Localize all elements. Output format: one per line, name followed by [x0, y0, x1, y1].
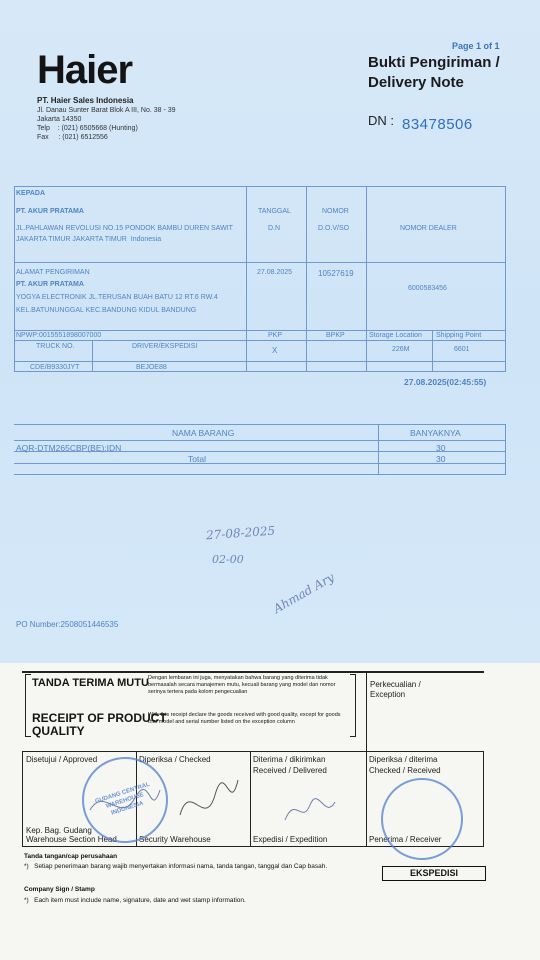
tanda-terima-title: TANDA TERIMA MUTU [32, 677, 149, 689]
do-number: 10527619 [318, 269, 354, 278]
delivery-address-2: KEL.BATUNUNGGAL KEC.BANDUNG KIDUL BANDUNG [16, 307, 197, 314]
dn-label: DN : [368, 113, 394, 128]
dn-number: 83478506 [402, 116, 473, 133]
exception-label-2: Exception [370, 690, 406, 699]
section-head-label-1: Kep. Bag. Gudang [26, 826, 92, 835]
item-qty-header: BANYAKNYA [410, 428, 461, 438]
haier-logo: Haier [37, 48, 133, 92]
handwritten-time: 02-00 [212, 553, 244, 566]
page-number: Page 1 of 1 [452, 41, 500, 51]
company-name: PT. Haier Sales Indonesia [37, 96, 134, 105]
driver-label: DRIVER/EKSPEDISI [132, 343, 198, 350]
receipt-text: With this receipt declare the goods received with good quality, except for goods that model and serial number listed on the exception column [148, 712, 341, 725]
exception-label-1: Perkecualian / [370, 680, 421, 689]
bpkp-label: BPKP [326, 332, 345, 339]
handwritten-signature: Ahmad Ary [271, 570, 337, 616]
checked-received-label-2: Checked / Received [369, 766, 441, 775]
dealer-label: NOMOR DEALER [400, 225, 457, 232]
note-id: *) Setiap penerimaan barang wajib menyertakan informasi nama, tanda tangan, tanggal dan Cap basah. [24, 863, 328, 870]
receipt-title-1: RECEIPT OF PRODUCT [32, 711, 167, 725]
total-value: 30 [436, 454, 446, 464]
warehouse-stamp-text: GUDANG CENTRAL WAREHOUSE INDONESIA [94, 781, 151, 817]
title-line-1: Bukti Pengiriman / [368, 54, 500, 71]
dovso-label: D.O.V/SO [318, 225, 350, 232]
nomor-label: NOMOR [322, 208, 349, 215]
note-en: *) Each item must include name, signature, date and wet stamp information. [24, 897, 246, 904]
driver-value: BEJOE88 [136, 364, 167, 371]
checked-label: Diperiksa / Checked [139, 755, 211, 764]
delivery-name: PT. AKUR PRATAMA [16, 281, 84, 288]
storage-value: 226M [392, 346, 410, 353]
pkp-value: X [272, 346, 278, 355]
recipient-address-1: JL.PAHLAWAN REVOLUSI NO.15 PONDOK BAMBU DUREN SAWIT [16, 225, 233, 232]
address-line: Jakarta 14350 [37, 116, 82, 123]
delivery-date: 27.08.2025 [257, 269, 293, 276]
alamat-label: ALAMAT PENGIRIMAN [16, 269, 90, 276]
checked-received-label-1: Diperiksa / diterima [369, 755, 438, 764]
print-timestamp: 27.08.2025(02:45:55) [404, 377, 487, 387]
fax-line: Fax : (021) 6512556 [37, 134, 108, 141]
receiver-stamp [381, 778, 463, 860]
expedition-signature [280, 790, 340, 830]
storage-label: Storage Location [369, 332, 422, 339]
company-sign-en: Company Sign / Stamp [24, 886, 95, 893]
recipient-name: PT. AKUR PRATAMA [16, 208, 84, 215]
shipping-label: Shipping Point [436, 332, 482, 339]
security-label: Security Warehouse [139, 835, 211, 844]
kepada-label: KEPADA [16, 190, 46, 197]
po-number: PO Number:2508051446535 [16, 620, 119, 629]
signature-scribbles [80, 770, 240, 830]
title-line-2: Delivery Note [368, 74, 464, 91]
tanggal-label: TANGGAL [258, 208, 291, 215]
expedition-label: Expedisi / Expedition [253, 835, 328, 844]
handwritten-date: 27-08-2025 [205, 523, 276, 543]
npwp: NPWP:0015551898007000 [16, 332, 102, 339]
item-name: AQR-DTM265CBP(BE):IDN [16, 443, 122, 453]
approved-label: Disetujui / Approved [26, 755, 98, 764]
dealer-number: 6000583456 [408, 285, 447, 292]
recipient-city: JAKARTA TIMUR JAKARTA TIMUR [16, 236, 127, 243]
truck-value: CDE/B9330JYT [30, 364, 80, 371]
shipping-value: 6601 [454, 346, 470, 353]
phone-line: Telp : (021) 6505668 (Hunting) [37, 125, 138, 132]
delivery-address-1: YOGYA ELECTRONIK JL.TERUSAN BUAH BATU 12 RT.6 RW.4 [16, 294, 218, 301]
address-line: Jl. Danau Sunter Barat Blok A III, No. 38 - 39 [37, 107, 176, 114]
tanda-terima-text: Dengan lembaran ini juga, menyatakan bahwa barang yang diterima tidak bermasalah secara manajemen mutu, kecuali barang yang model dan nomor serinya tertera pada kolom pengecualian [148, 675, 336, 695]
receiver-label: Penerima / Receiver [369, 835, 442, 844]
item-name-header: NAMA BARANG [172, 428, 235, 438]
item-qty: 30 [436, 443, 446, 453]
received-delivered-label-2: Received / Delivered [253, 766, 327, 775]
document-title [368, 53, 500, 93]
ekspedisi-box: EKSPEDISI [382, 866, 486, 881]
pkp-label: PKP [268, 332, 283, 339]
dn-col-label: D.N [268, 225, 281, 232]
total-label: Total [188, 454, 206, 464]
receipt-title-2: QUALITY [32, 724, 85, 738]
received-delivered-label-1: Diterima / dikirimkan [253, 755, 326, 764]
recipient-country: Indonesia [130, 236, 162, 243]
recipient-address-2 [16, 236, 161, 243]
truck-label: TRUCK NO. [36, 343, 75, 350]
section-head-label-2: Warehouse Section Head [26, 835, 117, 844]
company-sign-id: Tanda tangan/cap perusahaan [24, 853, 118, 860]
